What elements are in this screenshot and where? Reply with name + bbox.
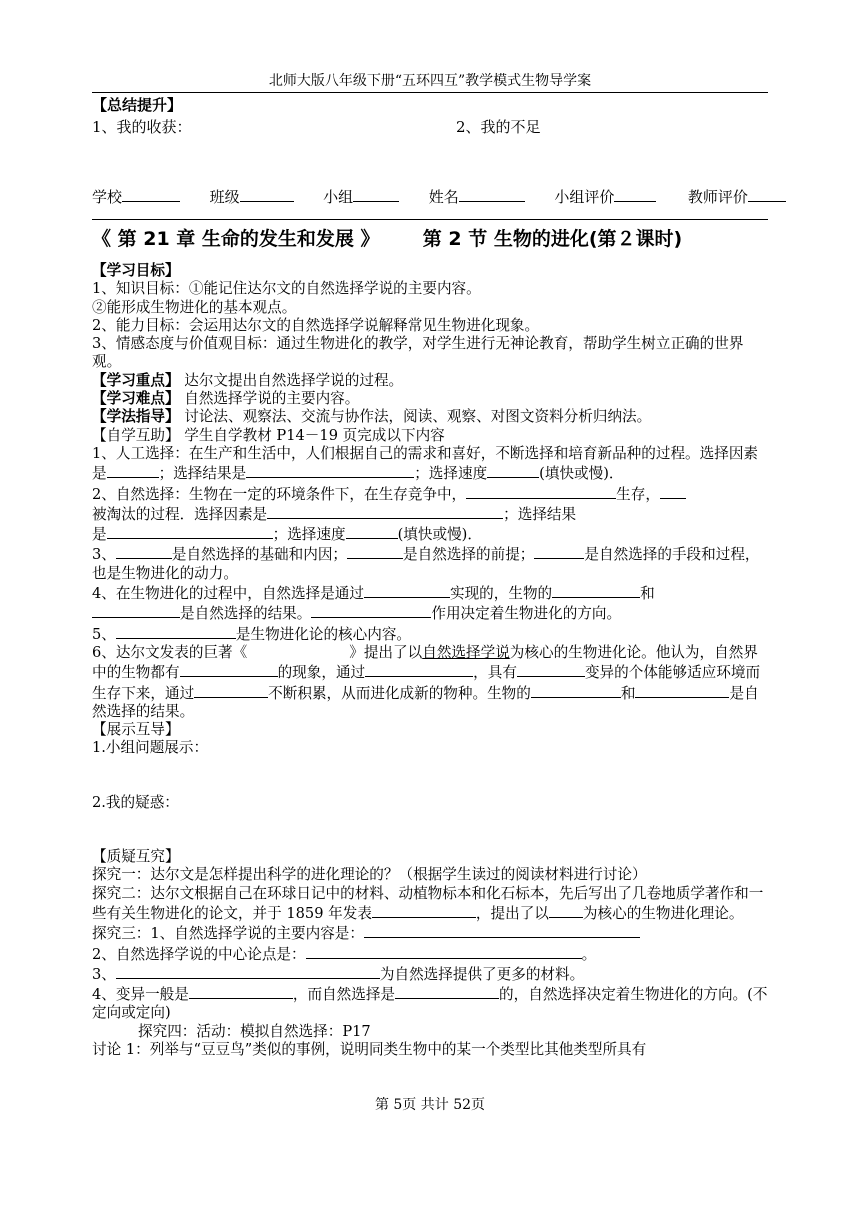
- q-text: 生存，: [616, 485, 660, 503]
- class-field[interactable]: [240, 187, 294, 202]
- q-text: 是: [92, 526, 107, 544]
- answer-blank[interactable]: [364, 583, 450, 598]
- answer-blank[interactable]: [246, 463, 414, 478]
- inquiry-2: [92, 885, 768, 924]
- answer-blank[interactable]: [194, 683, 268, 698]
- answer-blank[interactable]: [267, 504, 503, 519]
- answer-blank[interactable]: [517, 662, 585, 677]
- worksheet-body: [92, 262, 768, 1059]
- name-field[interactable]: [459, 187, 525, 202]
- answer-blank[interactable]: [311, 603, 431, 618]
- gain-label: 1、我的收获：: [92, 118, 192, 136]
- q-text: 是自然选择的前提；: [403, 546, 535, 564]
- q-text: 3、: [92, 965, 116, 983]
- q-text: 2、自然选择：生物在一定的环境条件下，在生存竞争中，: [92, 485, 467, 503]
- answer-blank[interactable]: [487, 463, 539, 478]
- method-point: [92, 408, 768, 426]
- class-label: 班级: [209, 188, 240, 206]
- answer-blank[interactable]: [660, 484, 686, 499]
- difficulty-text: 自然选择学说的主要内容。: [184, 390, 360, 408]
- chapter-title: [92, 224, 772, 254]
- q-text: ，具有: [473, 664, 517, 682]
- teacher-eval-field[interactable]: [748, 187, 786, 202]
- q-text: 是自然选择的结果。: [92, 684, 759, 720]
- q-text: 实现的，生物的: [449, 585, 553, 603]
- answer-blank[interactable]: [635, 683, 729, 698]
- summary-section: [92, 94, 768, 138]
- answer-blank[interactable]: [306, 944, 582, 959]
- answer-blank[interactable]: [372, 903, 476, 918]
- selfstudy-point: [92, 427, 768, 445]
- answer-blank[interactable]: [365, 662, 473, 677]
- q-text: 1、人工选择：在生产和生活中，人们根据自己的需求和喜好，不断选择和培育新品种的过程。选择因素是: [92, 444, 759, 483]
- method-text: 讨论法、观察法、交流与协作法，阅读、观察、对图文资料分析归纳法。: [184, 408, 652, 426]
- summary-title: 【总结提升】: [92, 96, 183, 114]
- q-text: 探究二：达尔文根据自己在环球日记中的材料、动植物标本和化石标本，先后写出了几卷地质学著作和一些有关生物进化的论文，并于 1859 年发表: [92, 884, 764, 922]
- question-1: [92, 445, 768, 484]
- group-eval-label: 小组评价: [554, 188, 615, 206]
- q-text: 4、变异一般是: [92, 986, 189, 1004]
- q-text: 探究三：1、自然选择学说的主要内容是：: [92, 925, 364, 943]
- question-2: [92, 484, 768, 545]
- selfstudy-text: 学生自学教材 P14－19 页完成以下内容: [184, 426, 445, 444]
- question-6: [92, 644, 768, 721]
- q-text: ，提出了以: [475, 904, 549, 922]
- q-text: 是自然选择的结果。: [180, 605, 312, 623]
- q-text: 为核心的生物进化论。他认为，自然界中的生物都有: [92, 643, 758, 682]
- q-text: 的，自然选择决定着生物进化的方向。(不定向或定向): [92, 986, 768, 1022]
- method-label: 【学法指导】: [92, 408, 180, 426]
- q-text: 4、在生物进化的过程中，自然选择是通过: [92, 585, 364, 603]
- page-header: 北师大版八年级下册“五环四互”教学模式生物导学案: [92, 70, 768, 93]
- lack-label: 2、我的不足: [456, 118, 541, 136]
- answer-blank[interactable]: [552, 583, 640, 598]
- q-text: (填快或慢)．: [539, 465, 624, 483]
- answer-blank[interactable]: [107, 524, 273, 539]
- chapter-name: 《 第 21 章 生命的发生和发展 》: [92, 228, 380, 250]
- goals-title: 【学习目标】: [92, 262, 180, 279]
- inquiry-3: [92, 964, 768, 984]
- q-text: 2、自然选择学说的中心论点是：: [92, 945, 306, 963]
- key-point: [92, 372, 768, 390]
- answer-blank[interactable]: [92, 603, 180, 618]
- difficulty-point: [92, 390, 768, 408]
- answer-blank[interactable]: [531, 683, 621, 698]
- answer-blank[interactable]: [549, 903, 583, 918]
- inquiry-3: [92, 944, 768, 964]
- q-text: 不断积累，从而进化成新的物种。生物的: [268, 684, 531, 702]
- q-text: 6、达尔文发表的巨著《: [92, 643, 248, 661]
- school-field[interactable]: [122, 187, 180, 202]
- answer-blank[interactable]: [180, 662, 278, 677]
- q-text: ，而自然选择是: [292, 986, 396, 1004]
- answer-blank[interactable]: [346, 524, 398, 539]
- q-text: 为核心的生物进化理论。: [582, 904, 744, 922]
- goal-line: ②能形成生物进化的基本观点。: [92, 298, 297, 316]
- question-3: [92, 544, 768, 583]
- name-label: 姓名: [428, 188, 459, 206]
- goal-line: 1、知识目标：①能记住达尔文的自然选择学说的主要内容。: [92, 280, 481, 298]
- q-text: 变异的个体能够适应环境而生存下来，通过: [92, 664, 761, 702]
- q-text: 作用决定着生物进化的方向。: [431, 605, 622, 623]
- q-text: 5、: [92, 625, 116, 643]
- goal-line: 3、情感态度与价值观目标：通过生物进化的教学，对学生进行无神论教育，帮助学生树立正确的世界观。: [92, 335, 744, 371]
- group-eval-field[interactable]: [614, 187, 656, 202]
- key-label: 【学习重点】: [92, 371, 180, 389]
- teacher-eval-label: 教师评价: [687, 188, 748, 206]
- difficulty-label: 【学习难点】: [92, 390, 180, 408]
- group-label: 小组: [323, 188, 354, 206]
- display-line: 2.我的疑惑：: [92, 793, 179, 811]
- answer-blank[interactable]: [116, 544, 172, 559]
- q-text: 。: [581, 945, 597, 963]
- page-footer: 第 5页 共计 52页: [374, 1097, 486, 1113]
- inquiry-title: 【质疑互究】: [92, 848, 180, 866]
- q-text: 3、: [92, 546, 116, 564]
- answer-blank[interactable]: [189, 984, 293, 999]
- q-text: 和: [640, 585, 655, 603]
- q-text: 是自然选择的基础和内因；: [171, 546, 348, 564]
- goal-line: 2、能力目标：会运用达尔文的自然选择学说解释常见生物进化现象。: [92, 316, 540, 334]
- section-name: 第 2 节 生物的进化(第２课时): [422, 228, 683, 250]
- selfstudy-label: 【自学互助】: [92, 426, 180, 444]
- q-text: ；选择速度: [272, 526, 346, 544]
- inquiry-3: [92, 984, 768, 1023]
- question-5: [92, 624, 768, 644]
- inquiry-4: 探究四：活动：模拟自然选择：P17: [138, 1022, 371, 1040]
- q-text: 为自然选择提供了更多的材料。: [379, 965, 585, 983]
- discussion-1: 讨论 1：列举与“豆豆鸟”类似的事例，说明同类生物中的某一个类型比其他类型所具有: [92, 1040, 647, 1058]
- student-info-row: [92, 186, 768, 208]
- divider: [92, 219, 768, 220]
- inquiry-3: [92, 923, 768, 943]
- group-field[interactable]: [353, 187, 399, 202]
- q-text: 的现象，通过: [277, 664, 366, 682]
- answer-blank[interactable]: [116, 624, 236, 639]
- answer-blank[interactable]: [347, 544, 403, 559]
- spacer: [92, 758, 768, 794]
- q-text: 被淘汰的过程．选择因素是: [92, 505, 268, 523]
- answer-blank[interactable]: [107, 463, 159, 478]
- question-4: [92, 583, 768, 624]
- spacer: [92, 812, 768, 848]
- display-line: 1.小组问题展示：: [92, 739, 209, 757]
- key-text: 达尔文提出自然选择学说的过程。: [184, 371, 404, 389]
- answer-blank[interactable]: [116, 964, 380, 979]
- answer-blank[interactable]: [395, 984, 499, 999]
- q-text: 是自然选择的手段和过程，也是生物进化的动力。: [92, 546, 760, 582]
- school-label: 学校: [92, 188, 123, 206]
- answer-blank[interactable]: [364, 923, 640, 938]
- q-text: 》提出了以: [349, 643, 423, 661]
- inquiry-1: 探究一：达尔文是怎样提出科学的进化理论的？（根据学生读过的阅读材料进行讨论）: [92, 866, 647, 884]
- summary-row: [92, 116, 768, 138]
- q-text: 是生物进化论的核心内容。: [235, 625, 412, 643]
- answer-blank[interactable]: [466, 484, 616, 499]
- q-text: (填快或慢)．: [397, 526, 482, 544]
- q-text: ；选择结果是: [158, 465, 247, 483]
- answer-blank[interactable]: [534, 544, 584, 559]
- display-title: 【展示互导】: [92, 721, 180, 739]
- q-text: ；选择速度: [414, 465, 488, 483]
- q-text: ；选择结果: [503, 505, 577, 523]
- q-text: 自然选择学说: [422, 643, 510, 661]
- q-text: 和: [620, 684, 636, 702]
